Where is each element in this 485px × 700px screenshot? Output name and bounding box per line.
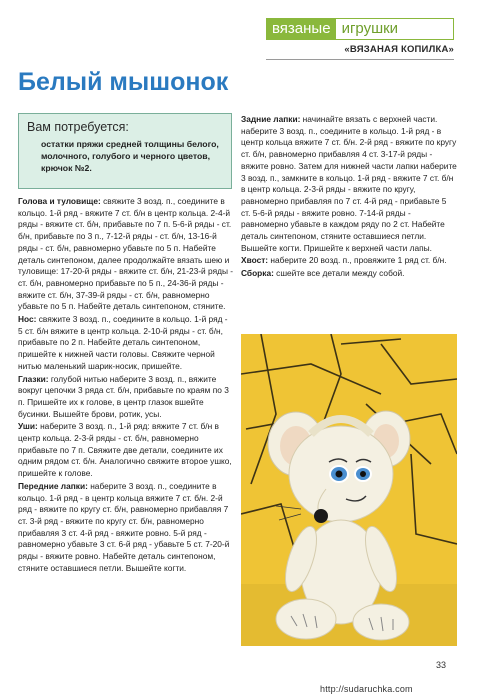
section-eyes xyxy=(18,374,234,421)
section-ears xyxy=(18,421,234,480)
section-nose xyxy=(18,314,234,373)
category-tag xyxy=(266,18,454,40)
right-column xyxy=(241,114,457,281)
materials-box xyxy=(18,113,232,189)
section-label: Хвост: xyxy=(241,255,269,266)
section-text: сшейте все детали между собой. xyxy=(273,268,405,279)
section-body xyxy=(18,196,234,313)
page-title: Белый мышонок xyxy=(18,68,229,96)
watermark-url: http://sudaruchka.com xyxy=(320,684,413,694)
toy-mouse-illustration xyxy=(241,334,457,646)
page-number: 33 xyxy=(436,660,447,670)
section-text: наберите 20 возд. п., провяжите 1 ряд ст. б/н. xyxy=(268,255,447,266)
section-text: голубой нитью наберите 3 возд. п., вяжите вокруг цепочки 3 ряда ст. б/н, прибавьте по краям по 3 п. Пришейте их к голове, в центр глазок вшейте бусинки. Вышейте брови, ротик, усы. xyxy=(18,373,229,419)
section-label: Передние лапки: xyxy=(18,480,88,491)
section-tail xyxy=(241,255,457,267)
section-assembly xyxy=(241,268,457,280)
section-hind-paws xyxy=(241,114,457,254)
header-divider xyxy=(266,59,454,60)
magazine-subtitle: «ВЯЗАНАЯ КОПИЛКА» xyxy=(344,44,454,55)
section-label: Задние лапки: xyxy=(241,114,301,124)
category-tag-left: вязаные xyxy=(266,18,335,40)
section-label: Сборка: xyxy=(241,268,274,279)
section-text: свяжите 3 возд. п., соедините в кольцо. 1-й ряд - 5 ст. б/н вяжите в центр кольца. 2-10-й ряды - ст. б/н, прибавьте по 2 п. Набейте деталь синтепоном, пришейте к нижней части головы. Свяжите черной нитью маленький шарик-носик, пришейте. xyxy=(18,314,228,371)
section-text: наберите 3 возд. п., 1-й ряд: вяжите 7 ст. б/н в центр кольца. 2-3-й ряды - ст. б/н, равномерно прибавьте по 7 п. Свяжите две детали, соедините их одним рядом ст. б/н. Аналогично свяжите второе ушко, пришейте к голове. xyxy=(18,421,232,479)
category-tag-right: игрушки xyxy=(335,18,454,40)
section-text: наберите 3 возд. п., соедините в кольцо. 1-й ряд - в центр кольца вяжите 7 ст. б/н. 2-й ряд - вяжите по кругу ст. б/н, равномерно прибавляя 7 ст. 3-й ряд - вяжите по кругу ст. б/н, равномерно прибавляя 3 ст. 4-й ряд - вяжите ровно. 5-й ряд - равномерно убавьте 3 ст. 6-й ряд - убавьте 5 ст. 7-20-й ряды - вяжите ровно. Набейте деталь синтепоном, стяните оставшиеся петли. Вышейте когти. xyxy=(18,480,230,573)
section-label: Глазки: xyxy=(18,373,49,384)
section-front-paws xyxy=(18,481,234,575)
section-label: Голова и туловище: xyxy=(18,196,101,206)
toy-mouse-photo xyxy=(241,334,457,646)
section-label: Уши: xyxy=(18,421,38,432)
section-text: начинайте вязать с верхней части. наберите 3 возд. п., соедините в кольцо. 1-й ряд - в центр кольца вяжите 7 ст. б/н. 2-й ряд - вяжите по кругу ст. б/н, равномерно прибавляя 4 ст. 3-17-й ряды - вяжите ровно. Затем для нижней части лапки наберите 3 возд. п., замкните в кольцо. 1-й ряд - вяжите 7 ст. б/н в центр кольца. 2-3-й ряды - вяжите по кругу, равномерно прибавляя по 7 ст. 4-й ряд - прибавьте 5 ст. 5-6-й ряды - вяжите ровно. 7-14-й ряды - равномерно убавьте в каждом ряду по 2 ст. Набейте деталь синтепоном, стяните оставшиеся петли. Вышейте когти. Пришейте к верхней части лапы. xyxy=(241,114,457,253)
left-column xyxy=(18,196,234,576)
section-label: Нос: xyxy=(18,314,37,325)
materials-text: остатки пряжи средней толщины белого, молочного, голубого и черного цветов, крючок №2. xyxy=(41,139,219,173)
materials-heading: Вам потребуется: xyxy=(27,120,129,134)
section-text: свяжите 3 возд. п., соедините в кольцо. 1-й ряд - вяжите 7 ст. б/н в центр кольца. 2-4-й ряды - вяжите ст. б/н, прибавьте по 7 п. 5-6-й ряды - ст. б/н, прибавьте по 3 п., 7-12-й ряды - ст. б/н, 13-16-й ряды - ст. б/н, равномерно убавьте по 5 п. Набейте деталь синтепоном, далее продолжайте вязать шею и туловище: 17-20-й ряды - вяжите ст. б/н, 21-23-й ряды - ст. б/н, равномерно прибавьте по 5 п., 24-36-й ряды - вяжите ст. б/н, 37-39-й ряды - ст. б/н, равномерно убавьте по 5 п. Набейте деталь синтепоном, стяните. xyxy=(18,196,234,312)
